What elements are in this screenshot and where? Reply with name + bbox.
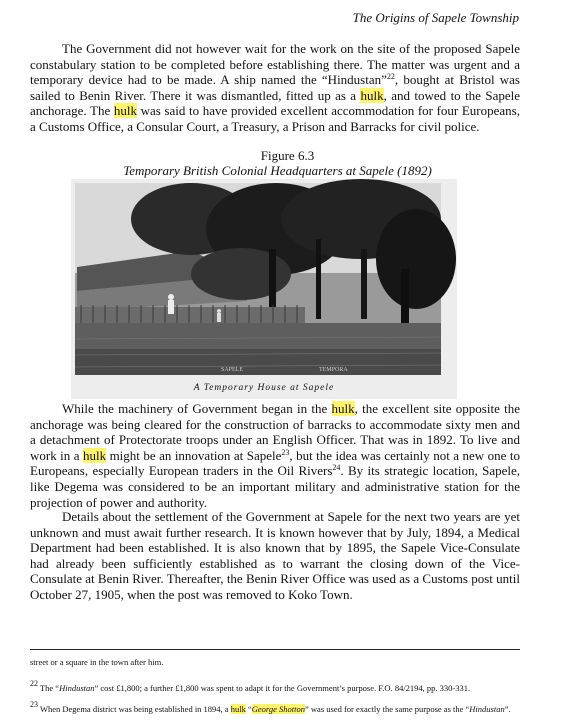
figure-caption: Temporary British Colonial Headquarters at Sapele (1892) [123,163,432,178]
paragraph-hulk-machinery [30,401,520,510]
text-run: The Government did not however wait for the work on the site of the proposed Sapele constabulary station to be completed before establishing there. The matter was urgent and a temporary device had to be made. A ship named the “Hindustan” [30,41,520,88]
paragraph-hulk-origin [30,41,520,135]
text-run: ” cost £1,800; a further £1,800 was spent to adapt it for the Government’s purpose. F.O. 84/2194, pp. 330-331. [94,683,471,693]
text-run: When Degema district was being established in 1894, a [38,704,231,714]
search-highlight: hulk [230,704,246,714]
footnote-22 [30,679,520,694]
footnote-ref-24[interactable]: 24 [332,463,341,473]
text-run: was said to have provided excellent accommodation for four Europeans, a Customs Office, a Consular Court, a Treasury, a Prison and Barracks for civil police. [30,103,520,134]
footnote-ref-22[interactable]: 22 [386,72,395,82]
text-run: , bought at Bristol was sailed to Benin River. There it was dismantled, fitted up as a [30,72,520,103]
footnote-divider [30,649,520,650]
text-run: ” was used for exactly the same purpose as the “ [305,704,470,714]
text-run: , the excellent site opposite the anchorage was being cleared for the construction of barracks to accommodate sixty men and a detachment of Protectorate troops under an English Officer. That was in 1892. To live and work in a [30,401,520,463]
paragraph-settlement-details: Details about the settlement of the Government at Sapele for the next two years are yet unknown and must await further research. It is known however that by July, 1894, a Medical Department had been established. It is also known that by 1895, the Sapele Vice-Consulate had already been sufficiently established as to warrant the closing down of the Vice-Consulate at Benin River. Thereafter, the Benin River Office was used as a Customs post until October 27, 1905, when the post was removed to Koko Town. [30,509,520,602]
text-run: . By its strategic location, Sapele, like Degema was considered to be an important military and administrative station for the projection of power and authority. [30,463,520,510]
photo-caption: A Temporary House at Sapele [193,383,335,393]
historical-photo [71,179,457,399]
running-head: The Origins of Sapele Township [352,10,519,25]
photo-mark-sapele: SAPELE [221,367,244,373]
footnote-ref-23[interactable]: 23 [281,447,290,457]
ship-name: Hindustan [469,704,505,714]
text-run: The “ [38,683,60,693]
search-highlight: hulk [82,447,107,463]
photo-illustration [71,179,457,399]
photo-mark-tempora: TEMPORA [319,367,348,373]
footnote-continued: street or a square in the town after him. [30,657,164,667]
figure-label: Figure 6.3 [260,148,315,163]
footnote-number: 23 [30,700,38,709]
text-run: While the machinery of Government began in the [62,401,332,416]
text-run: might be an innovation at Sapele [106,447,282,463]
search-highlight: hulk [360,87,384,103]
search-highlight: hulk [113,103,137,119]
text-run: “ [245,704,252,714]
search-highlight: hulk [331,401,355,416]
footnote-23 [30,700,520,715]
footnote-number: 22 [30,679,38,688]
text-run: , but the idea was certainly not a new one to Europeans, especially European traders in the Oil Rivers [30,447,520,479]
text-run: ”. [504,704,511,714]
text-run: , and towed to the Sapele anchorage. The [30,87,520,119]
ship-name: George Shotton [251,704,306,714]
ship-name: Hindustan [59,683,95,693]
